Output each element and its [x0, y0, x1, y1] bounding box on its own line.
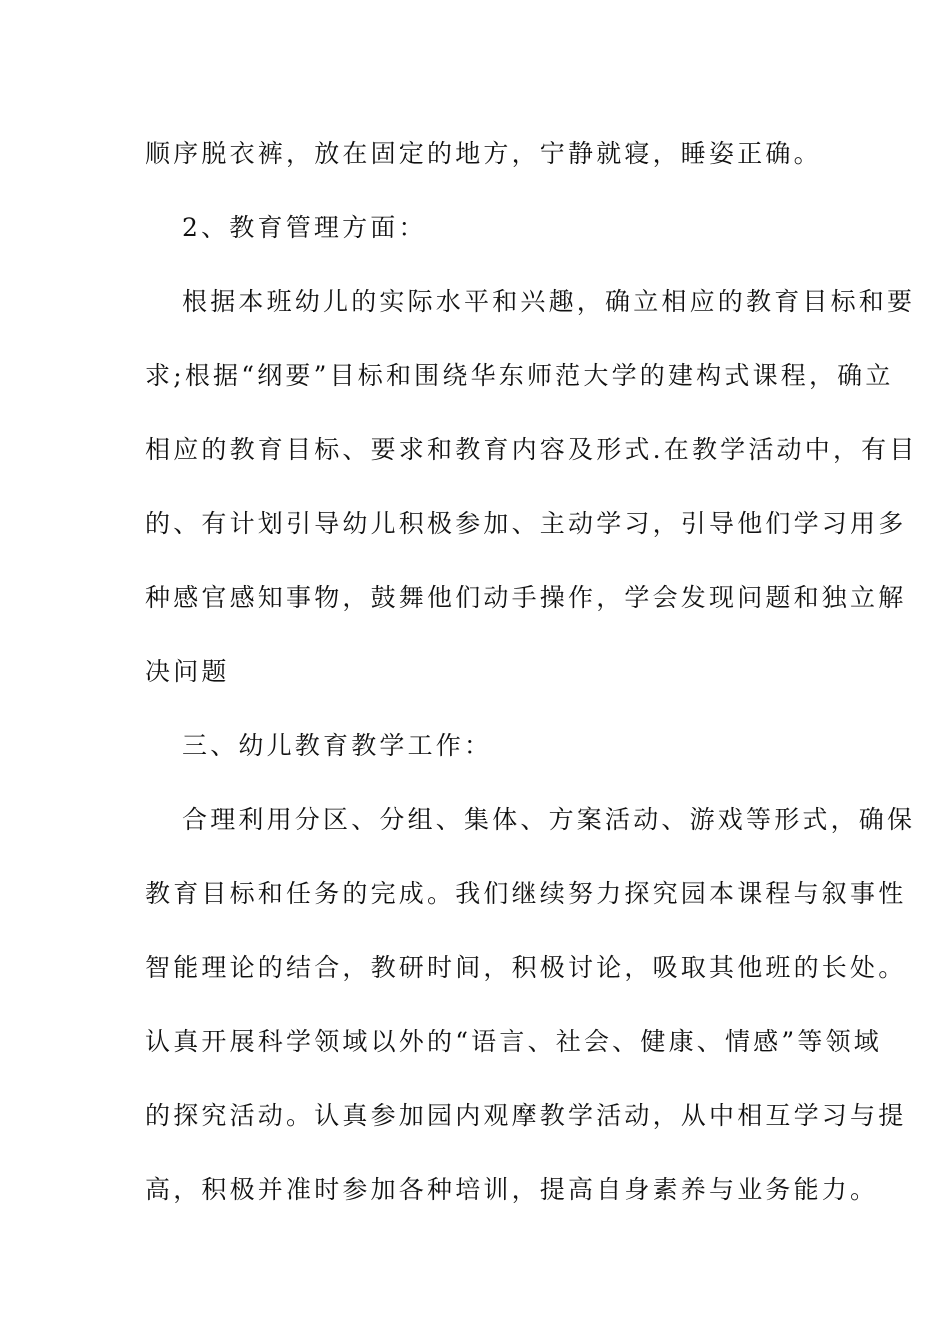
section-heading: 2、教育管理方面：	[182, 213, 427, 242]
paragraph-line: 认真开展科学领域以外的“语言、社会、健康、情感”等领域	[145, 1027, 882, 1056]
section-heading: 三、幼儿教育教学工作：	[182, 731, 493, 760]
paragraph-line: 种感官感知事物，鼓舞他们动手操作，学会发现问题和独立解	[145, 583, 907, 612]
paragraph-line: 的探究活动。认真参加园内观摩教学活动，从中相互学习与提	[145, 1101, 907, 1130]
paragraph-line: 合理利用分区、分组、集体、方案活动、游戏等形式，确保	[182, 805, 916, 834]
paragraph-line: 顺序脱衣裤，放在固定的地方，宁静就寝，睡姿正确。	[145, 139, 822, 168]
paragraph-line: 求;根据“纲要”目标和围绕华东师范大学的建构式课程，确立	[145, 361, 894, 390]
paragraph-line: 智能理论的结合，教研时间，积极讨论，吸取其他班的长处。	[145, 953, 907, 982]
paragraph-line: 高，积极并准时参加各种培训，提高自身素养与业务能力。	[145, 1175, 879, 1204]
paragraph-line: 的、有计划引导幼儿积极参加、主动学习，引导他们学习用多	[145, 509, 907, 538]
paragraph-line: 决问题	[145, 657, 230, 686]
paragraph-line: 相应的教育目标、要求和教育内容及形式.在教学活动中，有目	[145, 435, 918, 464]
paragraph-line: 根据本班幼儿的实际水平和兴趣，确立相应的教育目标和要	[182, 287, 916, 316]
paragraph-line: 教育目标和任务的完成。我们继续努力探究园本课程与叙事性	[145, 879, 907, 908]
